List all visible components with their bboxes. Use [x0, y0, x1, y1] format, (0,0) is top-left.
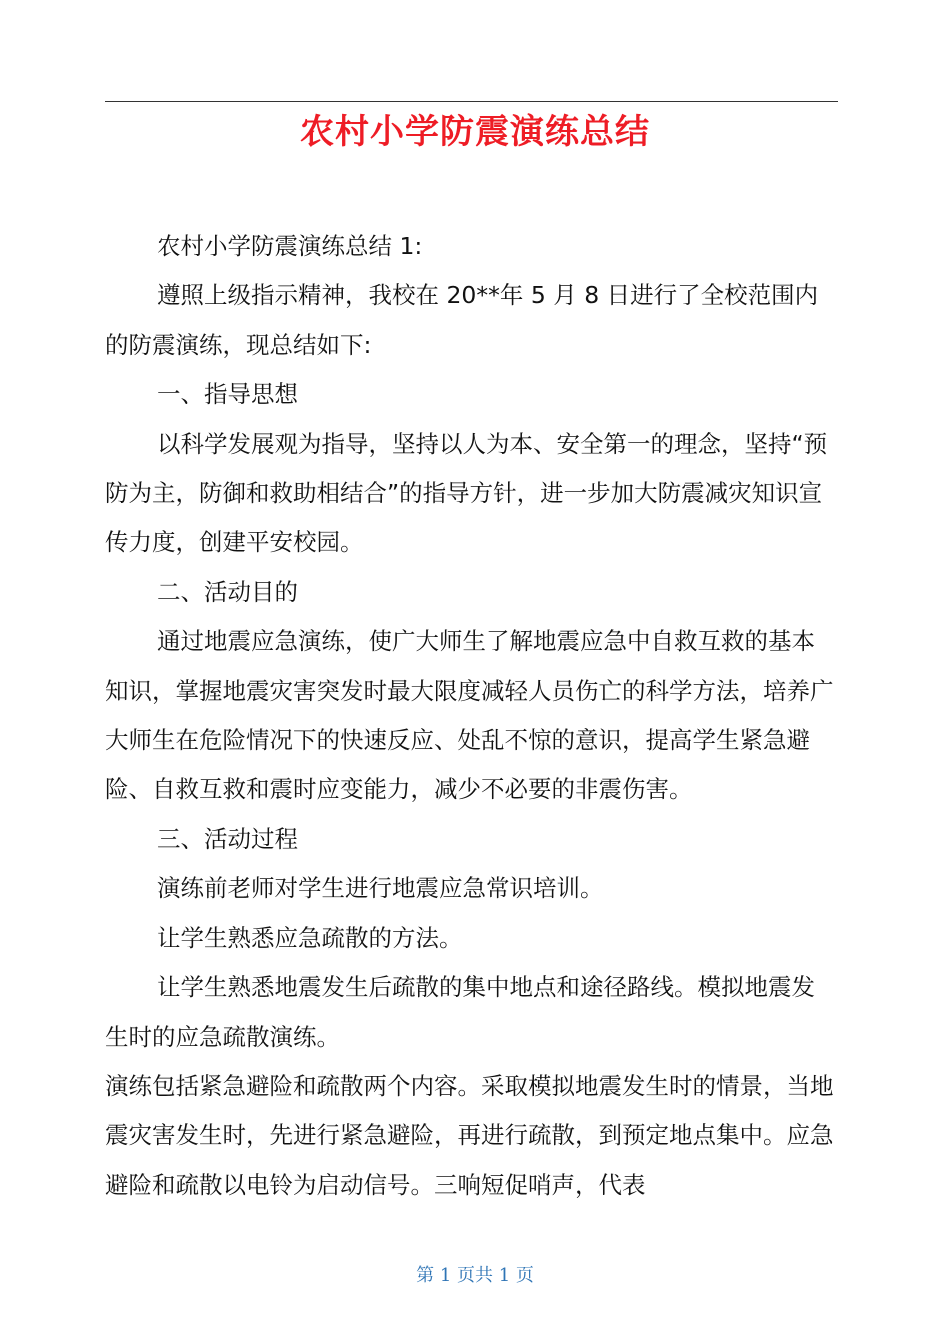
body-paragraph: 让学生熟悉应急疏散的方法。: [157, 923, 463, 952]
body-paragraph: 让学生熟悉地震发生后疏散的集中地点和途径路线。模拟地震发生时的应急疏散演练。: [105, 973, 815, 1051]
body-paragraph: 以科学发展观为指导，坚持以人为本、安全第一的理念，坚持“预防为主，防御和救助相结合”的指导方针，进一步加大防震减灾知识宣传力度，创建平安校园。: [105, 429, 828, 557]
document-title: 农村小学防震演练总结: [300, 112, 650, 152]
body-paragraph: 演练前老师对学生进行地震应急常识培训。: [157, 874, 604, 903]
document-body: [105, 222, 835, 1210]
section-heading: 一、指导思想: [157, 380, 298, 409]
page-number-footer: 第 1 页共 1 页: [416, 1265, 534, 1286]
body-paragraph: 遵照上级指示精神，我校在 20**年 5 月 8 日进行了全校范围内的防震演练，现总结如下:: [105, 281, 819, 359]
body-paragraph: 通过地震应急演练，使广大师生了解地震应急中自救互救的基本知识，掌握地震灾害突发时最大限度减轻人员伤亡的科学方法，培养广大师生在危险情况下的快速反应、处乱不惊的意识，提高学生紧急避险、自救互救和震时应变能力，减少不必要的非震伤害。: [105, 627, 834, 804]
header-rule: [105, 101, 838, 102]
section-heading: 三、活动过程: [157, 824, 298, 853]
section-heading: 农村小学防震演练总结 1:: [157, 232, 423, 260]
body-paragraph: 演练包括紧急避险和疏散两个内容。采取模拟地震发生时的情景，当地震灾害发生时，先进行紧急避险，再进行疏散，到预定地点集中。应急避险和疏散以电铃为启动信号。三响短促哨声，代表: [105, 1071, 834, 1199]
section-heading: 二、活动目的: [157, 577, 298, 606]
